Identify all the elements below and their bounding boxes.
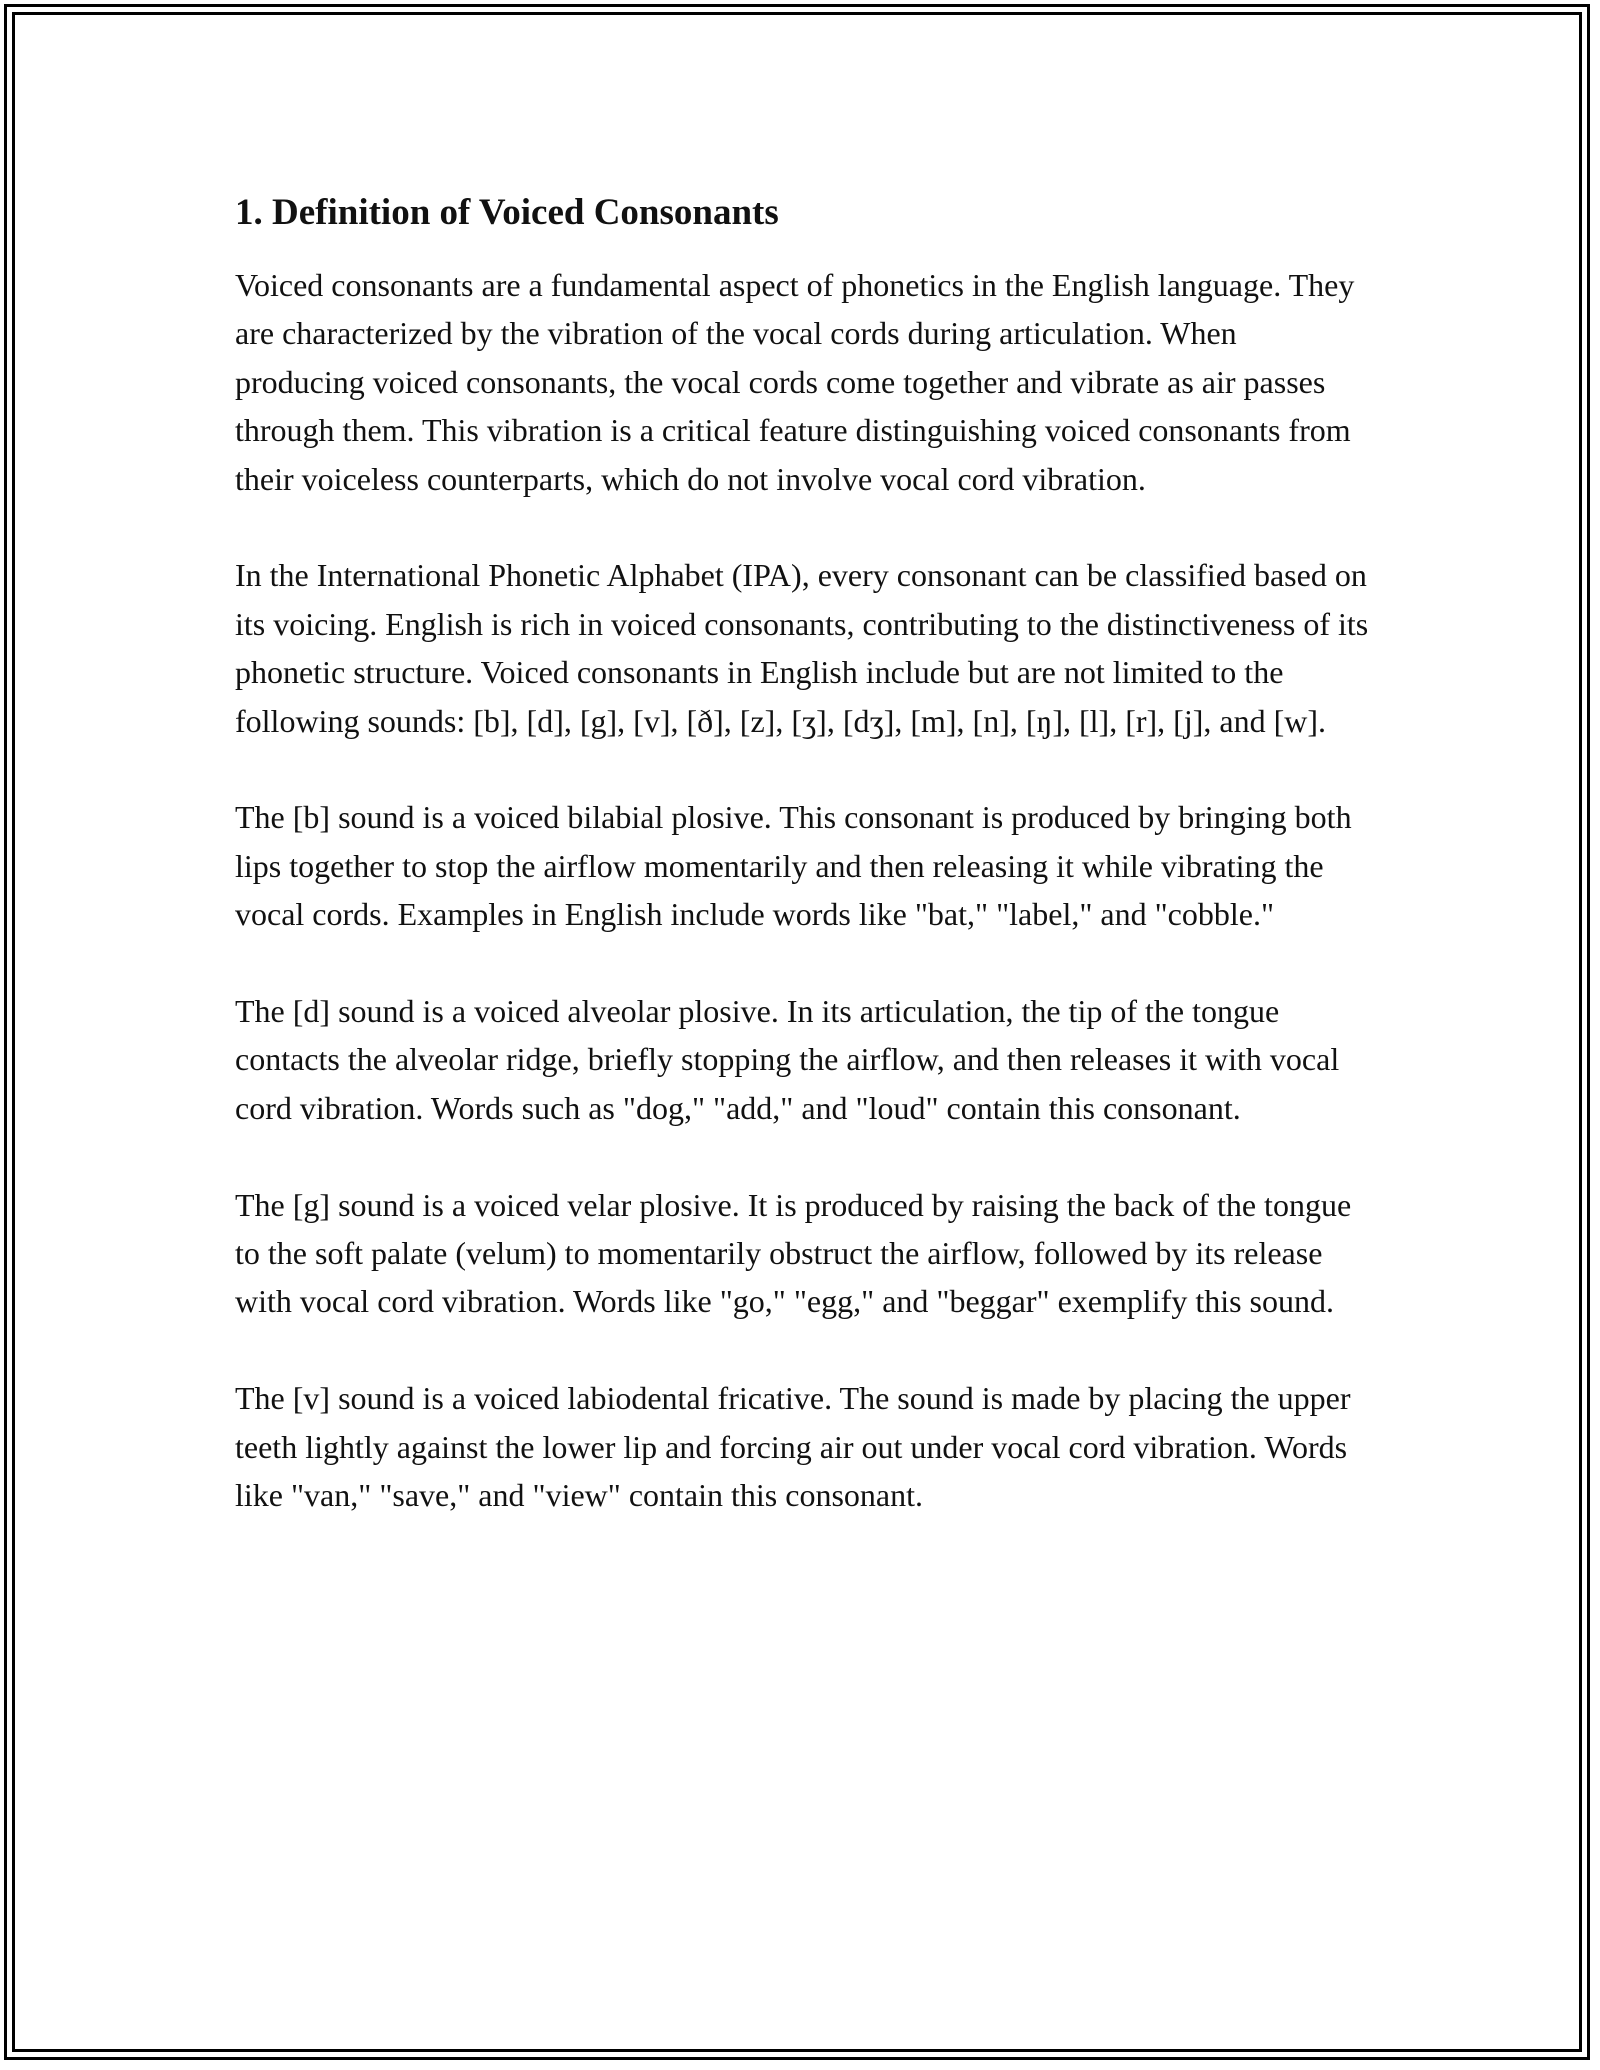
paragraph-b-sound: The [b] sound is a voiced bilabial plosive. This consonant is produced by bringing both lips together to stop the airflow momentarily and then releasing it while vibrating the vocal cords. Examples in English include words like "bat," "label," and "cobble." [235,799,1352,933]
document-body [235,187,1370,1568]
paragraph-v-sound: The [v] sound is a voiced labiodental fricative. The sound is made by placing the upper teeth lightly against the lower lip and forcing air out under vocal cord vibration. Words like "van," "save," and "view" contain this consonant. [235,1380,1351,1514]
paragraph-ipa-classification: In the International Phonetic Alphabet (IPA), every consonant can be classified based on its voicing. English is rich in voiced consonants, contributing to the distinctiveness of its phonetic structure. Voiced consonants in English include but are not limited to the following sounds: [b], [d], [g], [v], [ð], [z], [ʒ], [dʒ], [m], [n], [ŋ], [l], [r], [j], and [w]. [235,557,1369,739]
paragraph-g-sound: The [g] sound is a voiced velar plosive. It is produced by raising the back of the tongue to the soft palate (velum) to momentarily obstruct the airflow, followed by its release with vocal cord vibration. Words like "go," "egg," and "beggar" exemplify this sound. [235,1186,1352,1320]
section-title: 1. Definition of Voiced Consonants [235,192,779,233]
paragraph-voiced-definition: Voiced consonants are a fundamental aspect of phonetics in the English language. They are characterized by the vibration of the vocal cords during articulation. When producing voiced consonants, the vocal cords come together and vibrate as air passes through them. This vibration is a critical feature distinguishing voiced consonants from their voiceless counterparts, which do not involve vocal cord vibration. [235,267,1355,497]
paragraph-d-sound: The [d] sound is a voiced alveolar plosive. In its articulation, the tip of the tongue contacts the alveolar ridge, briefly stopping the airflow, and then releases it with vocal cord vibration. Words such as "dog," "add," and "loud" contain this consonant. [235,993,1340,1126]
